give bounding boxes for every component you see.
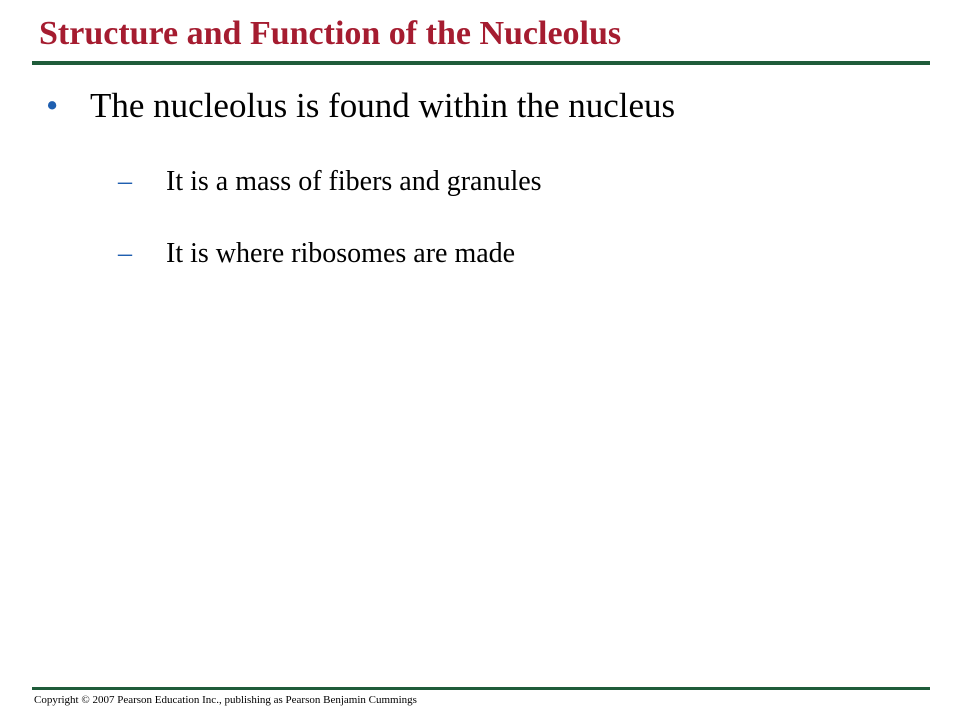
sub-bullet-text: It is where ribosomes are made (166, 238, 516, 269)
sub-bullet-marker: – (118, 238, 132, 269)
footer-divider (32, 687, 930, 690)
title-divider (32, 61, 930, 65)
bullet-marker: • (46, 86, 59, 125)
bullet-text: The nucleolus is found within the nucleus (90, 86, 676, 125)
sub-bullet-text: It is a mass of fibers and granules (166, 166, 542, 197)
copyright-notice: Copyright © 2007 Pearson Education Inc., publishing as Pearson Benjamin Cummings (34, 694, 417, 706)
slide-title: Structure and Function of the Nucleolus (39, 15, 622, 52)
sub-bullet-marker: – (118, 166, 132, 197)
